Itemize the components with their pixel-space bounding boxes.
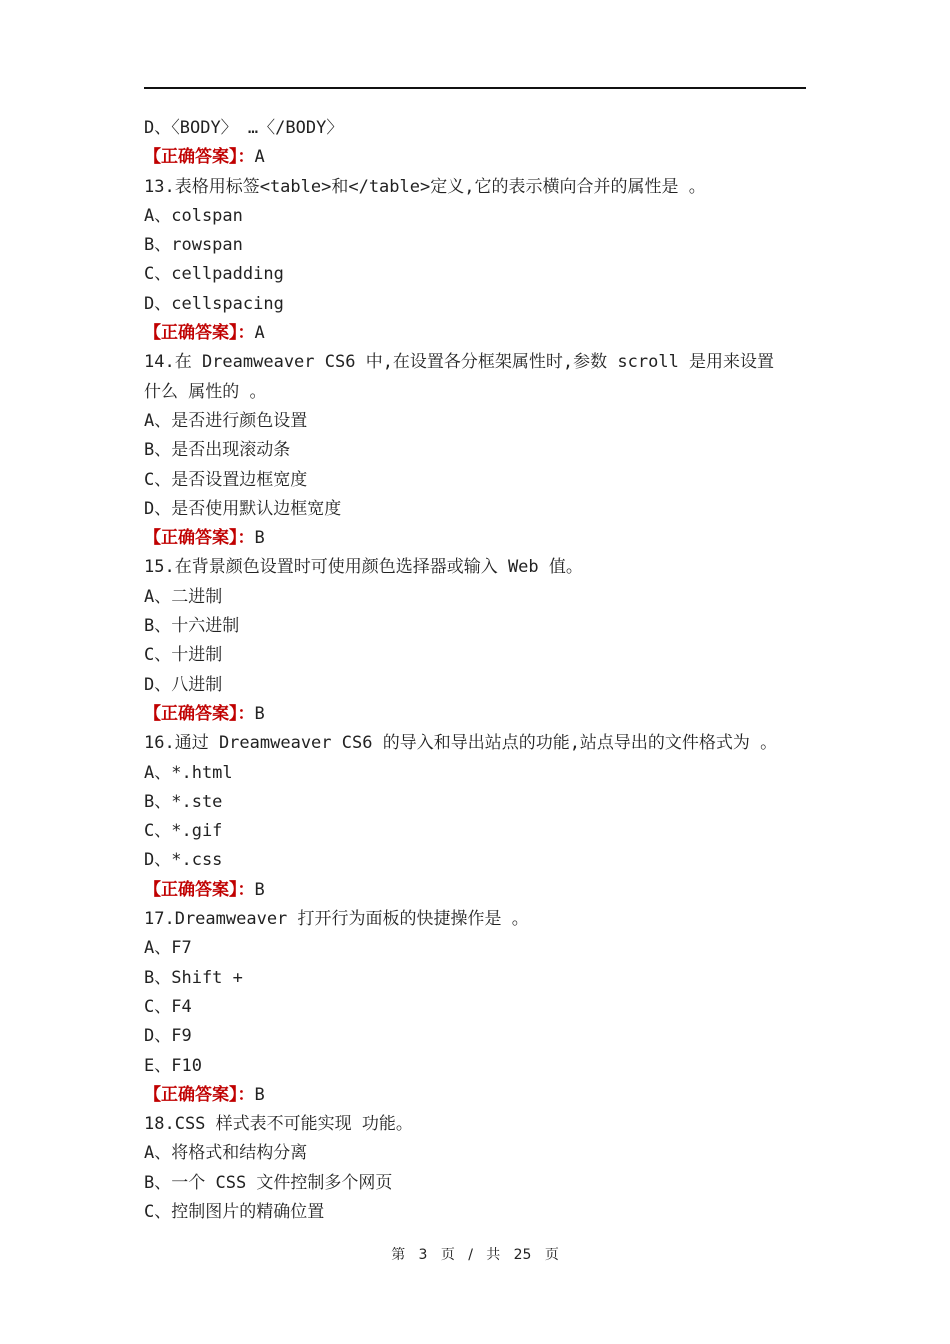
answer-tag: 【正确答案】： xyxy=(144,1084,255,1105)
footer-page-word: 页 xyxy=(440,1247,455,1263)
answer-line xyxy=(144,876,806,905)
option-text: C、*.gif xyxy=(144,821,223,842)
answer-tag: 【正确答案】： xyxy=(144,528,255,549)
question-text: 18.CSS 样式表不可能实现 功能。 xyxy=(144,1114,413,1135)
option-text: E、F10 xyxy=(144,1055,202,1076)
footer-current-page: 3 xyxy=(418,1247,428,1263)
answer-tag: 【正确答案】： xyxy=(144,323,255,344)
option-text: D、是否使用默认边框宽度 xyxy=(144,498,342,519)
answer-tag: 【正确答案】： xyxy=(144,147,255,168)
footer-total-prefix: 共 xyxy=(486,1247,501,1263)
question-text: 16.通过 Dreamweaver CS6 的导入和导出站点的功能,站点导出的文件格式为 。 xyxy=(144,733,778,754)
option-text: D、cellspacing xyxy=(144,293,284,314)
option-text: D、八进制 xyxy=(144,674,223,695)
option-text: A、是否进行颜色设置 xyxy=(144,410,308,431)
option-text: D、*.css xyxy=(144,850,223,871)
option-text: B、Shift + xyxy=(144,967,243,988)
option-text: B、rowspan xyxy=(144,235,243,256)
option-text: D、F9 xyxy=(144,1026,192,1047)
question-text: 17.Dreamweaver 打开行为面板的快捷操作是 。 xyxy=(144,909,529,930)
answer-tag: 【正确答案】： xyxy=(144,703,255,724)
option-text: C、控制图片的精确位置 xyxy=(144,1201,325,1222)
page-footer xyxy=(0,1244,950,1264)
answer-line xyxy=(144,1081,806,1110)
option-text: B、一个 CSS 文件控制多个网页 xyxy=(144,1172,393,1193)
question-text: 14.在 Dreamweaver CS6 中,在设置各分框架属性时,参数 scroll 是用来设置 xyxy=(144,352,775,373)
answer-line xyxy=(144,143,806,172)
header-rule xyxy=(144,87,806,89)
option-text: A、*.html xyxy=(144,762,233,783)
answer-line xyxy=(144,319,806,348)
option-text: A、将格式和结构分离 xyxy=(144,1143,308,1164)
footer-total-suffix: 页 xyxy=(544,1247,559,1263)
option-text: C、F4 xyxy=(144,996,192,1017)
question-text: 15.在背景颜色设置时可使用颜色选择器或输入 Web 值。 xyxy=(144,557,583,578)
question-text: 13.表格用标签<table>和</table>定义,它的表示横向合并的属性是 。 xyxy=(144,176,706,197)
option-text: C、是否设置边框宽度 xyxy=(144,469,308,490)
answer-value: B xyxy=(254,1084,265,1105)
footer-total-pages: 25 xyxy=(513,1247,532,1263)
answer-value: A xyxy=(254,323,265,344)
option-text: A、F7 xyxy=(144,938,192,959)
question-text: 什么 属性的 。 xyxy=(144,381,267,402)
option-text: C、cellpadding xyxy=(144,264,284,285)
answer-value: A xyxy=(254,147,265,168)
document-body xyxy=(144,114,806,1227)
answer-value: B xyxy=(254,703,265,724)
option-text: D、〈BODY〉 …〈/BODY〉 xyxy=(144,118,344,138)
answer-line xyxy=(144,700,806,729)
option-text: B、是否出现滚动条 xyxy=(144,440,291,461)
option-text: A、colspan xyxy=(144,205,243,226)
footer-prefix: 第 xyxy=(391,1247,406,1263)
footer-separator: / xyxy=(468,1247,473,1263)
option-text: B、*.ste xyxy=(144,791,223,812)
option-text: B、十六进制 xyxy=(144,616,240,637)
answer-line xyxy=(144,524,806,553)
answer-value: B xyxy=(254,528,265,549)
option-text: A、二进制 xyxy=(144,586,223,607)
answer-value: B xyxy=(254,879,265,900)
option-text: C、十进制 xyxy=(144,645,223,666)
answer-tag: 【正确答案】： xyxy=(144,879,255,900)
